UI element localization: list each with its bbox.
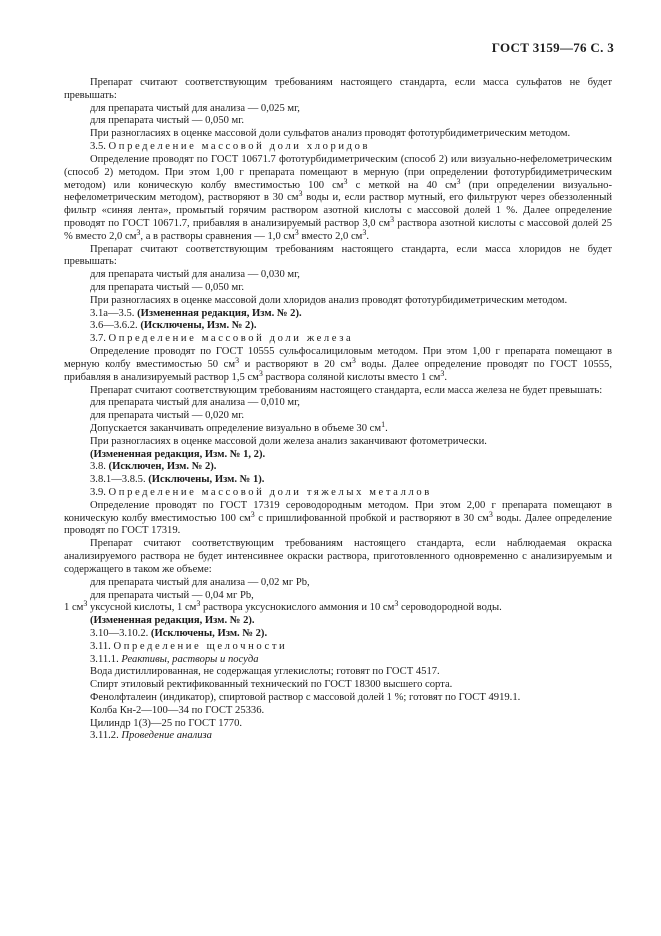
amendment-note: (Измененная редакция, Изм. № 2). (90, 615, 255, 627)
paragraph: При разногласиях в оценке массовой доли железа анализ заканчивают фотометрически. (90, 435, 487, 447)
list-item: для препарата чистый — 0,050 мг. (90, 282, 245, 293)
subsection-heading: 3.11.1. Реактивы, растворы и посуда (90, 653, 259, 665)
paragraph: Фенолфталеин (индикатор), спиртовой раствор с массовой долей 1 %; готовят по ГОСТ 4919.1. (90, 692, 521, 703)
list-item: для препарата чистый — 0,050 мг. (90, 115, 245, 127)
amendment-note: 3.8.1—3.8.5. (Исключены, Изм. № 1). (90, 474, 265, 486)
subsection-heading: 3.11.2. Проведение анализа (90, 730, 212, 742)
amendment-note: 3.10—3.10.2. (Исключены, Изм. № 2). (90, 627, 268, 639)
section-heading-3-7: 3.7. Определение массовой доли железа (90, 333, 354, 345)
amendment-note: 3.1а—3.5. (Измененная редакция, Изм. № 2). (90, 307, 302, 319)
paragraph: Препарат считают соответствующим требованиям настоящего стандарта, если масса сульфатов не будет превышать: (64, 77, 612, 101)
paragraph: Цилиндр 1(3)—25 по ГОСТ 1770. (90, 717, 243, 729)
paragraph: Препарат считают соответствующим требованиям настоящего стандарта, если наблюдаемая окраска анализируемого раствора не будет интенсивнее окраски раствора, приготовленного одновременно с анализируемым и содержащего в таком же объеме: (64, 538, 612, 575)
paragraph: Определение проводят по ГОСТ 10671.7 фототурбидиметрическим (способ 2) или визуально-нефелометрическим (способ 2) методом. При этом 1,00 г препарата помещают в мерную (при определении фототурбидиметрическим методом) или коническую колбу вместимостью 100 $см^3$ с меткой на 40 $см^3$ (при определении визуально-нефелометрическим методом), растворяют в 30 $см^3$ воды и, если раствор мутный, его фильтруют через обеззоленный фильтр «синяя лента», промытый горячим раствором азотной кислоты с массовой долей 1 %. Далее определение проводят по ГОСТ 10671.7, прибавляя в анализируемый раствор 3,0 $см^3$ раствора азотной кислоты с массовой долей 25 % вместо 2,0 $см^3$, а в растворы сравнения — 1,0 $см^3$ вместо 2,0 $см^3$. (64, 153, 613, 242)
section-heading-3-11: 3.11. Определение щелочности (90, 640, 288, 652)
list-item: для препарата чистый — 0,020 мг. (90, 410, 245, 422)
paragraph: Допускается заканчивать определение визуально в объеме 30 $см^1$. (90, 419, 388, 434)
list-item: для препарата чистый — 0,04 мг Pb, (90, 589, 254, 601)
paragraph: Препарат считают соответствующим требованиям настоящего стандарта, если масса хлоридов не будет превышать: (64, 243, 612, 268)
amendment-note: 3.6—3.6.2. (Исключены, Изм. № 2). (90, 320, 257, 332)
paragraph: При разногласиях в оценке массовой доли сульфатов анализ проводят фототурбидиметрическим методом. (90, 128, 571, 140)
paragraph: Вода дистиллированная, не содержащая углекислоты; готовят по ГОСТ 4517. (90, 666, 440, 678)
document-body (64, 77, 612, 743)
list-item: для препарата чистый для анализа — 0,025 мг, (90, 102, 300, 114)
section-heading-3-5: 3.5. Определение массовой доли хлоридов (90, 141, 371, 153)
paragraph: При разногласиях в оценке массовой доли хлоридов анализ проводят фототурбидиметрическим методом. (90, 294, 568, 306)
paragraph: Колба Кн-2—100—34 по ГОСТ 25336. (90, 704, 265, 716)
paragraph: Определение проводят по ГОСТ 10555 сульфосалициловым методом. При этом 1,00 г препарата помещают в мерную колбу вместимостью 50 $см^3$ и растворяют в 20 $см^3$ воды. Далее определение проводят по ГОСТ 10555, прибавляя в анализируемый раствор 1,5 $см^3$ раствора соляной кислоты вместо 1 $см^3$. (64, 346, 612, 383)
paragraph: 1 $см^3$ уксусной кислоты, 1 $см^3$ раствора уксуснокислого аммония и 10 $см^3$ сероводородной воды. (64, 599, 502, 614)
list-item: для препарата чистый для анализа — 0,030 мг, (90, 269, 300, 281)
paragraph: Препарат считают соответствующим требованиям настоящего стандарта, если масса железа не будет превышать: (90, 384, 603, 396)
amendment-note: 3.8. (Исключен, Изм. № 2). (90, 461, 217, 473)
paragraph: Спирт этиловый ректификованный технический по ГОСТ 18300 высшего сорта. (90, 679, 453, 691)
section-heading-3-9: 3.9. Определение массовой доли тяжелых металлов (90, 487, 432, 498)
paragraph: Определение проводят по ГОСТ 17319 сероводородным методом. При этом 2,00 г препарата помещают в коническую колбу вместимостью 100 $см^3$ с пришлифованной пробкой и растворяют в 30 $см^3$ воды. Далее определение проводят по ГОСТ 17319. (64, 499, 612, 537)
amendment-note: (Измененная редакция, Изм. № 1, 2). (90, 448, 266, 460)
page-header: ГОСТ 3159—76 С. 3 (491, 40, 614, 55)
list-item: для препарата чистый для анализа — 0,02 мг Pb, (90, 576, 310, 588)
list-item: для препарата чистый для анализа — 0,010 мг, (90, 397, 300, 409)
